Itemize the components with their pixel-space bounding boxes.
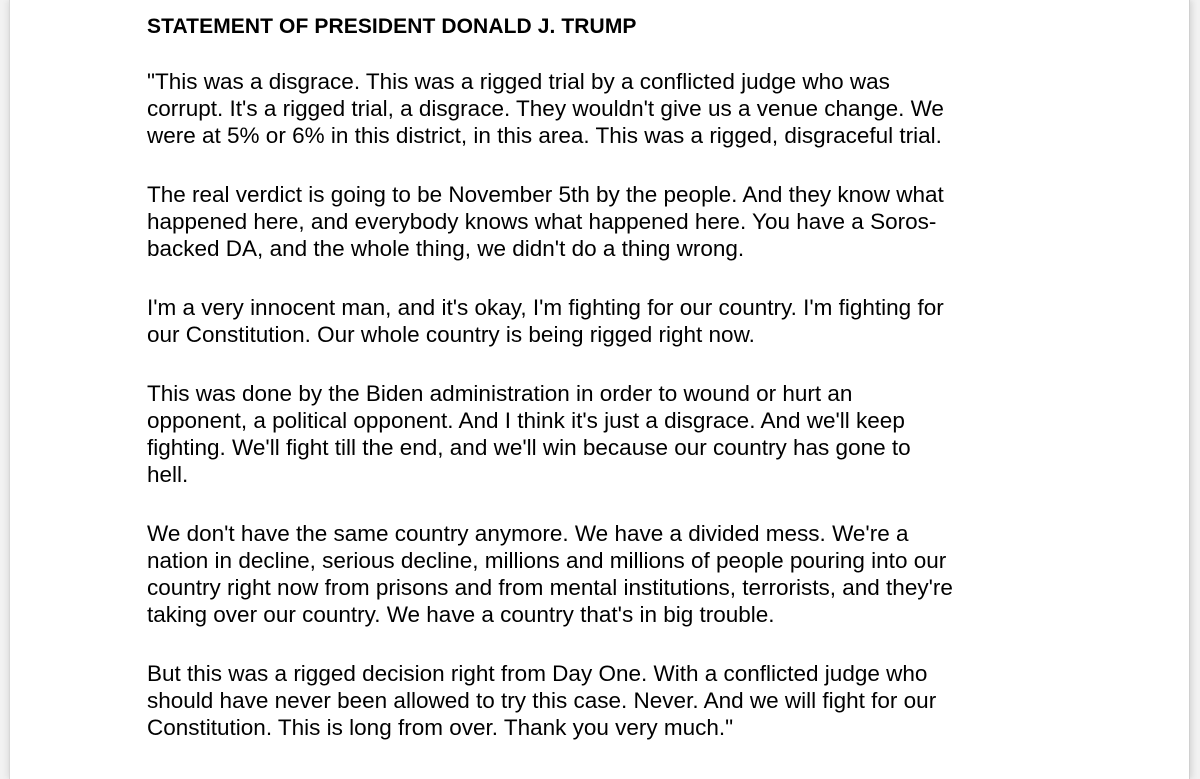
paragraph-line: This was done by the Biden administration in order to wound or hurt an bbox=[147, 381, 853, 406]
paragraph-line: corrupt. It's a rigged trial, a disgrace. They wouldn't give us a venue change. We bbox=[147, 96, 944, 121]
paragraph-line: nation in decline, serious decline, millions and millions of people pouring into our bbox=[147, 548, 947, 573]
paragraph bbox=[147, 181, 1147, 262]
paragraph-line: were at 5% or 6% in this district, in this area. This was a rigged, disgraceful trial. bbox=[147, 123, 942, 148]
document-page bbox=[10, 0, 1189, 779]
paragraph-line: taking over our country. We have a country that's in big trouble. bbox=[147, 602, 775, 627]
paragraph-line: opponent, a political opponent. And I think it's just a disgrace. And we'll keep bbox=[147, 408, 905, 433]
paragraph bbox=[147, 68, 1147, 149]
paragraph-line: "This was a disgrace. This was a rigged trial by a conflicted judge who was bbox=[147, 69, 890, 94]
paragraph-line: The real verdict is going to be November 5th by the people. And they know what bbox=[147, 182, 944, 207]
paragraph-line: I'm a very innocent man, and it's okay, I'm fighting for our country. I'm fighting for bbox=[147, 295, 944, 320]
paragraph-line: backed DA, and the whole thing, we didn't do a thing wrong. bbox=[147, 236, 745, 261]
paragraph-line: country right now from prisons and from mental institutions, terrorists, and they're bbox=[147, 575, 953, 600]
paragraph-line: fighting. We'll fight till the end, and we'll win because our country has gone to bbox=[147, 435, 911, 460]
document-body bbox=[147, 13, 1147, 741]
paragraph-line: our Constitution. Our whole country is being rigged right now. bbox=[147, 322, 755, 347]
paragraph-line: We don't have the same country anymore. We have a divided mess. We're a bbox=[147, 521, 909, 546]
paragraph bbox=[147, 520, 1147, 628]
paragraph bbox=[147, 380, 1147, 488]
paragraph-line: should have never been allowed to try this case. Never. And we will fight for our bbox=[147, 688, 937, 713]
document-title: STATEMENT OF PRESIDENT DONALD J. TRUMP bbox=[147, 15, 637, 38]
paragraph bbox=[147, 294, 1147, 348]
paragraph-line: happened here, and everybody knows what happened here. You have a Soros- bbox=[147, 209, 937, 234]
paragraph-line: But this was a rigged decision right from Day One. With a conflicted judge who bbox=[147, 661, 928, 686]
paragraph bbox=[147, 660, 1147, 741]
paragraph-line: hell. bbox=[147, 462, 189, 487]
paragraph-line: Constitution. This is long from over. Thank you very much." bbox=[147, 715, 734, 740]
